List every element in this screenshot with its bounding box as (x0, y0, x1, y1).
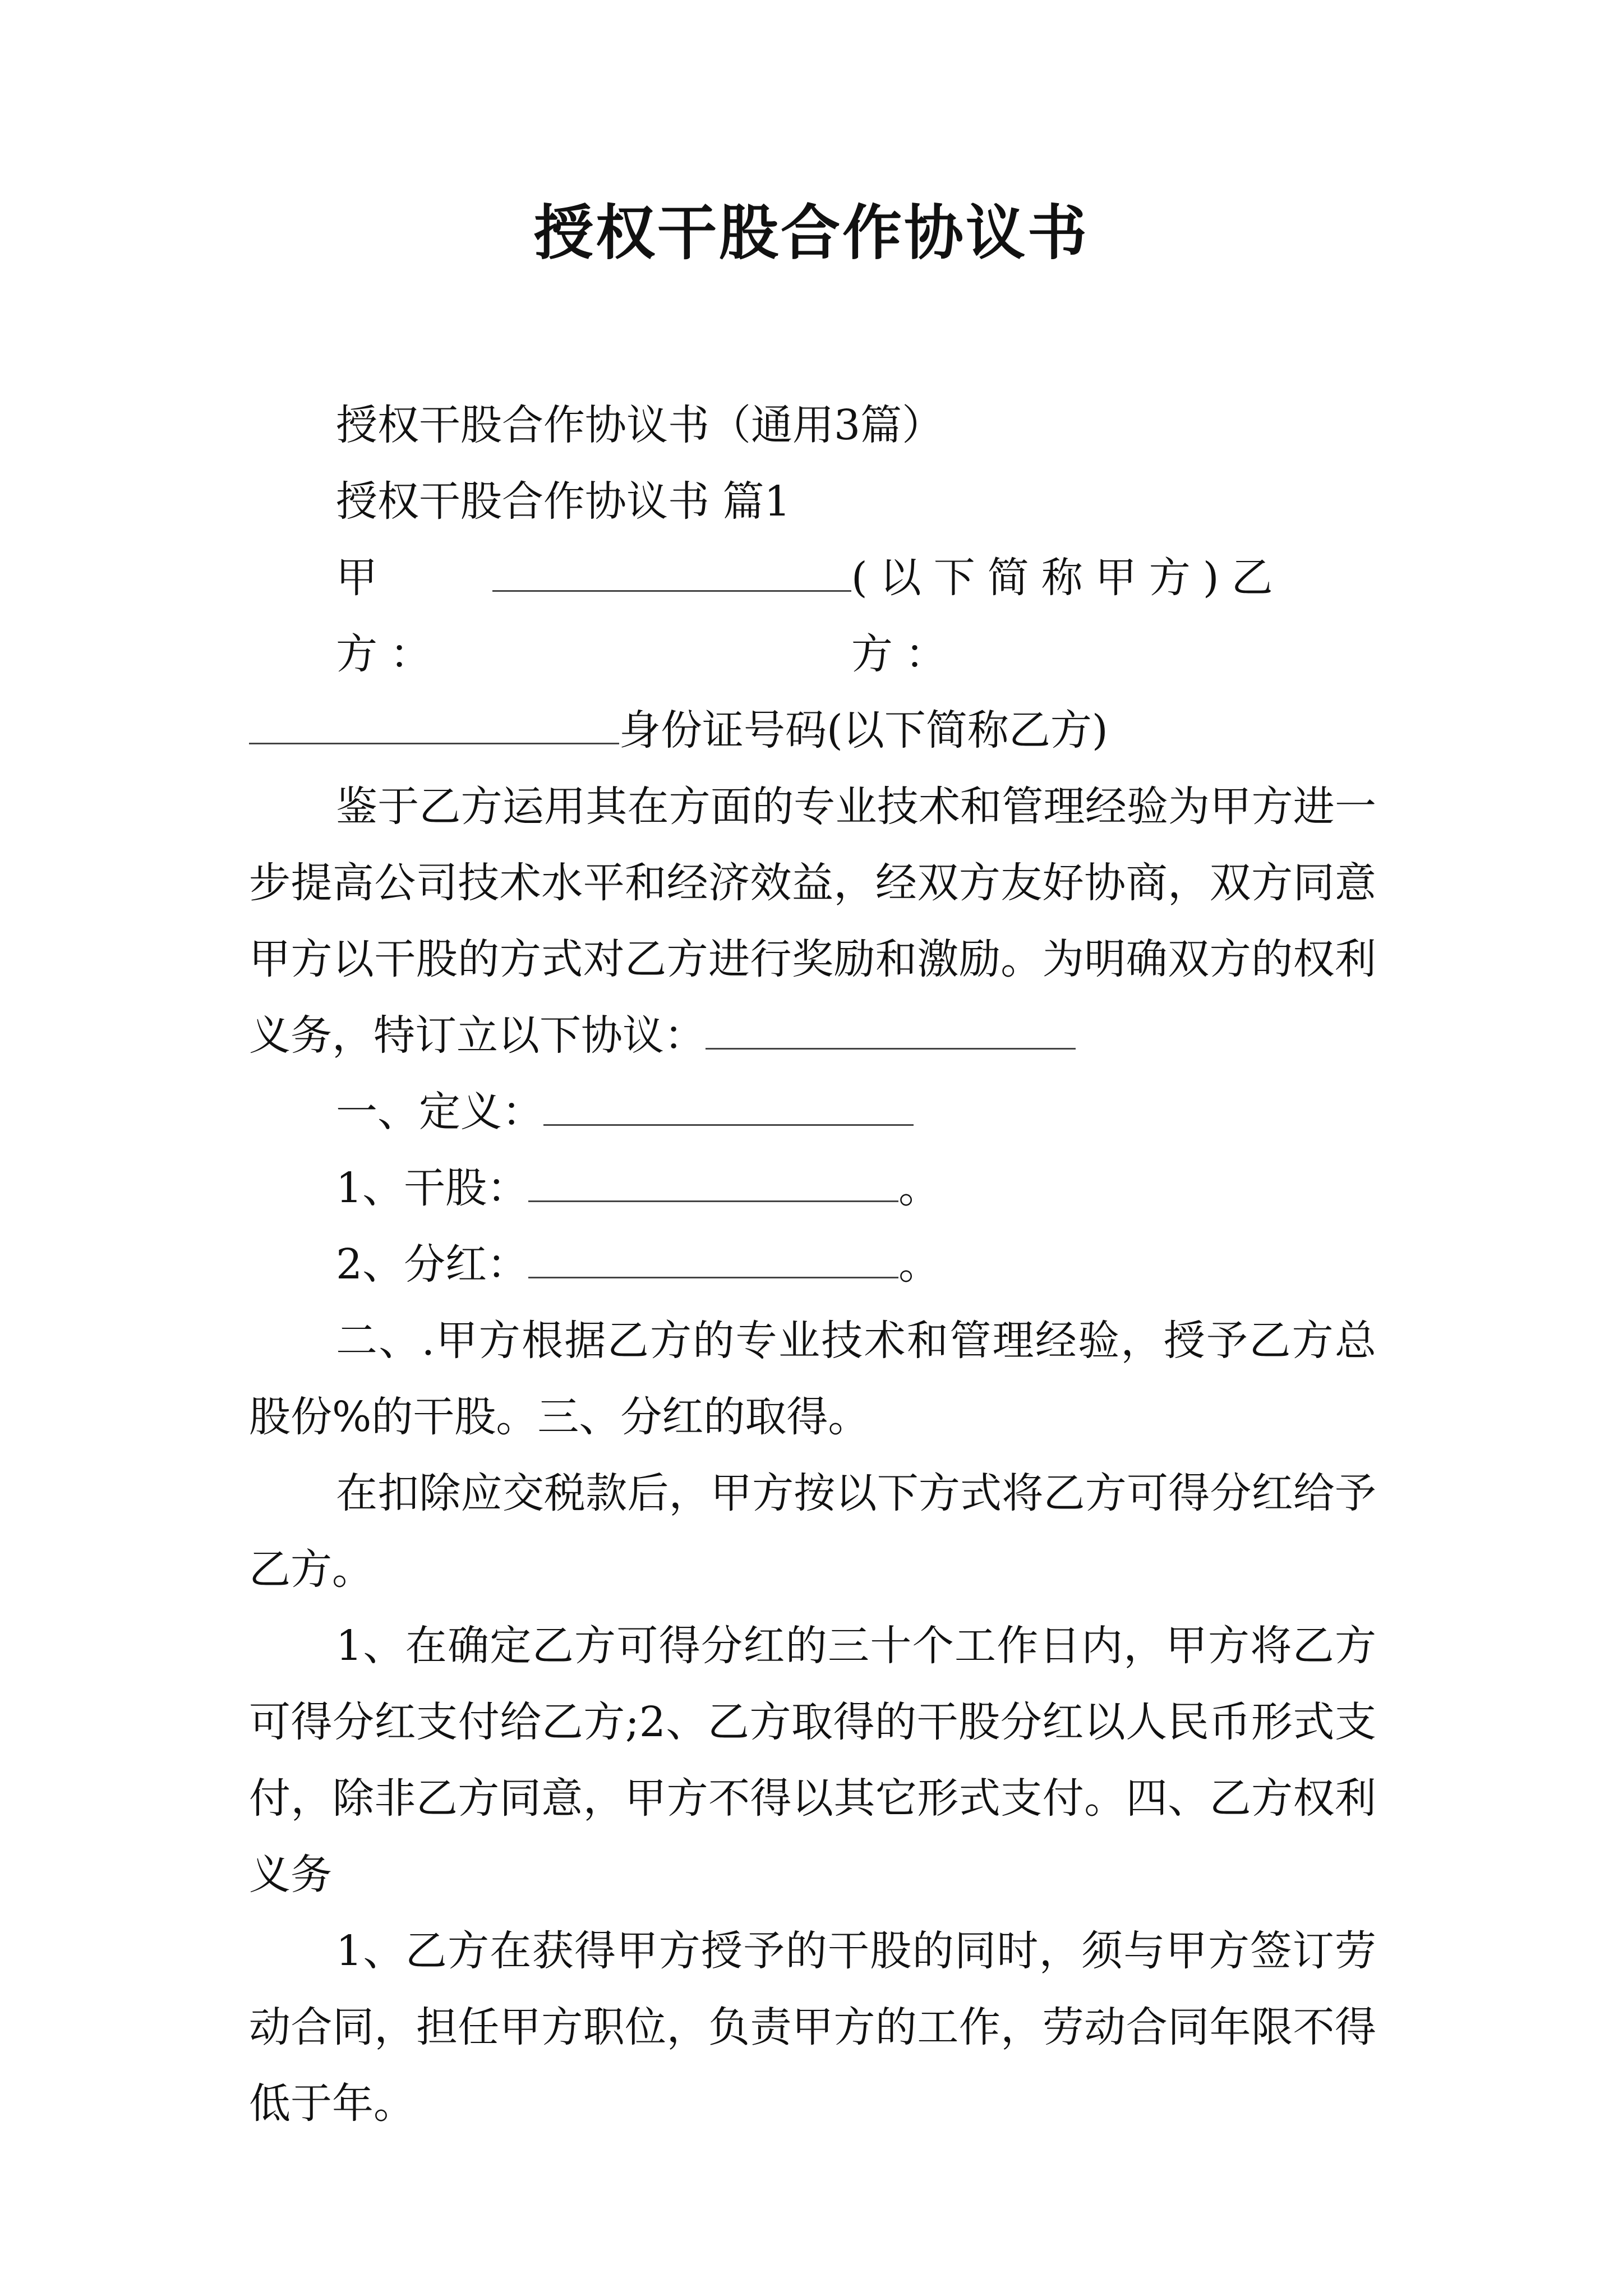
preamble-blank (706, 1009, 1076, 1050)
party-a-blank (492, 551, 851, 592)
definition-dividend-label: 2、分红： (336, 1240, 529, 1289)
paragraph-definition-dividend (249, 1226, 1376, 1303)
paragraph-grant: 二、.甲方根据乙方的专业技术和管理经验，授予乙方总股份%的干股。三、分红的取得。 (249, 1317, 1376, 1441)
paragraph-dividend-payment: 1、在确定乙方可得分红的三十个工作日内，甲方将乙方可得分红支付给乙方;2、乙方取得的干股分红以人民币形式支付，除非乙方同意，甲方不得以其它形式支付。四、乙方权利义务 (249, 1622, 1376, 1899)
paragraph-section-heading: 授权干股合作协议书 篇1 (336, 477, 791, 526)
definition-shares-blank (528, 1161, 898, 1202)
document-title: 授权干股合作协议书 (534, 197, 1089, 268)
paragraph-definition-heading (249, 1074, 1376, 1150)
document-body (249, 387, 1376, 2142)
definition-shares-end: 。 (898, 1164, 940, 1212)
paragraph-preamble (249, 769, 1376, 1074)
party-a-suffix: (以下简称甲方)乙方： (851, 554, 1285, 678)
party-a-label: 甲方： (336, 554, 444, 678)
party-b-suffix: 身份证号码(以下简称乙方) (619, 706, 1108, 754)
preamble-text: 鉴于乙方运用其在方面的专业技术和管理经验为甲方进一步提高公司技术水平和经济效益，经双方友好协商，双方同意甲方以干股的方式对乙方进行奖励和激励。为明确双方的权利义务，特订立以下协议： (249, 783, 1376, 1060)
paragraph-party-b (249, 692, 1376, 769)
party-b-blank (249, 703, 619, 744)
paragraph-labor-contract: 1、乙方在获得甲方授予的干股的同时，须与甲方签订劳动合同，担任甲方职位，负责甲方的工作，劳动合同年限不得低于年。 (249, 1927, 1376, 2128)
definition-dividend-blank (528, 1237, 898, 1278)
paragraph-party-a (249, 540, 1376, 692)
definition-dividend-end: 。 (898, 1240, 940, 1289)
definition-heading-text: 一、定义： (336, 1088, 543, 1136)
definition-blank (543, 1085, 914, 1126)
definition-shares-label: 1、干股： (336, 1164, 529, 1212)
paragraph-dividend-method: 在扣除应交税款后，甲方按以下方式将乙方可得分红给予乙方。 (249, 1469, 1376, 1594)
paragraph-definition-shares (249, 1150, 1376, 1226)
paragraph-subtitle: 授权干股合作协议书（通用3篇） (336, 401, 944, 449)
